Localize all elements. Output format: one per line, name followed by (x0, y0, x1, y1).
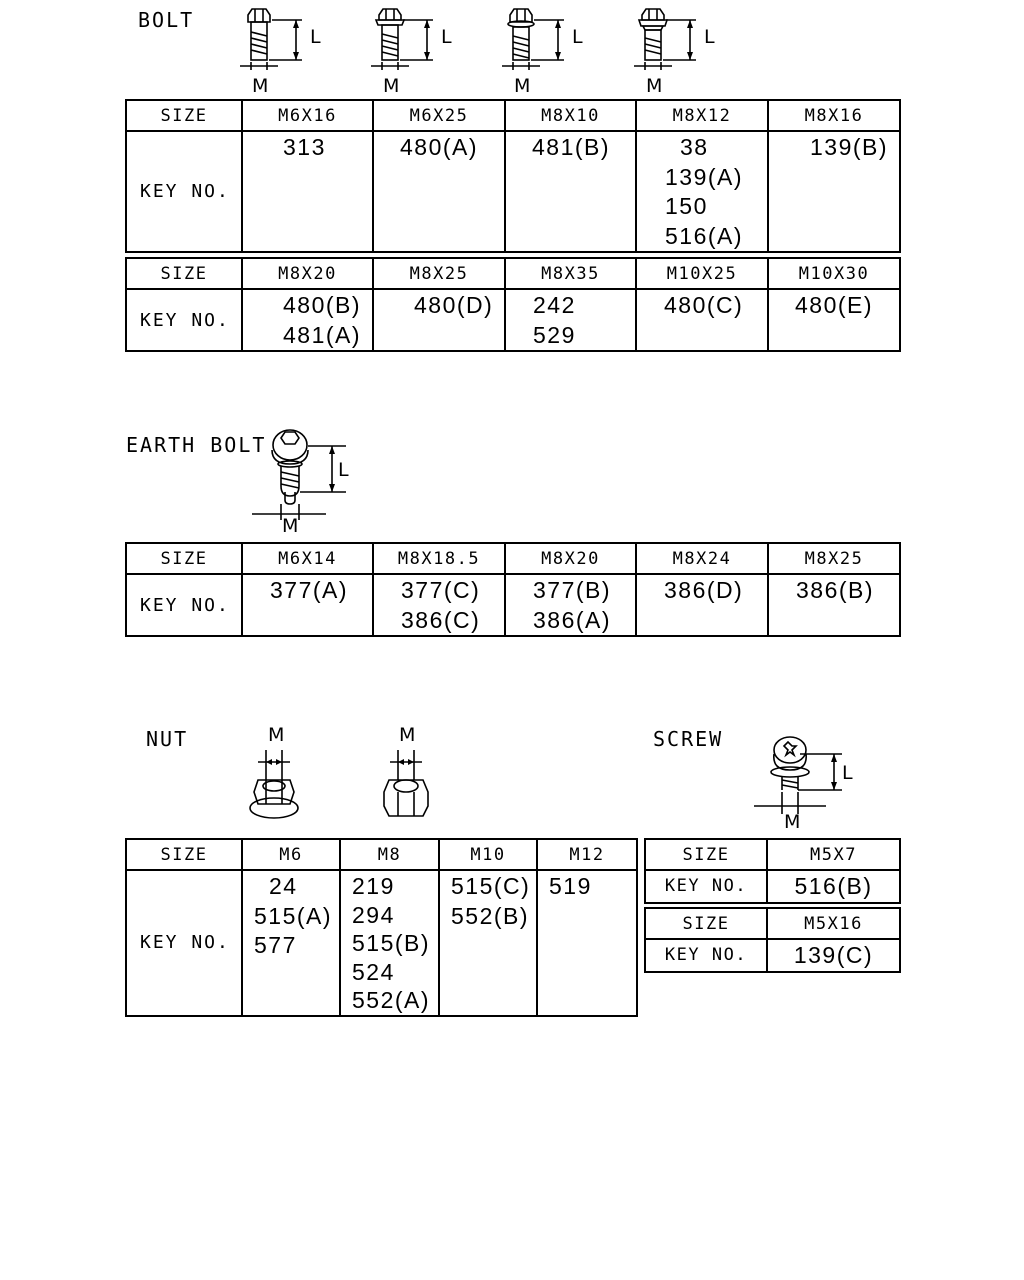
bolt-washer-icon (367, 6, 467, 98)
size-cell: M8X24 (636, 543, 768, 574)
screw-size-table-2 (644, 907, 901, 973)
screw-dim-m: M (784, 811, 803, 833)
key-number: 386(D) (664, 577, 744, 603)
size-cell: M8X35 (505, 258, 636, 289)
screw-size-table-1 (644, 838, 901, 904)
size-cell: M8X12 (636, 100, 768, 131)
key-number: 480(C) (664, 292, 744, 318)
key-number: 377(B) (533, 577, 612, 603)
key-no-header: KEY NO. (126, 574, 242, 636)
key-no-header: KEY NO. (645, 939, 767, 972)
bolt-title: BOLT (138, 8, 195, 32)
key-no-header: KEY NO. (645, 870, 767, 903)
nut-dim-m: M (399, 724, 418, 746)
size-cell: M6X14 (242, 543, 373, 574)
bolt-dim-m: M (252, 75, 271, 97)
key-number: 24 (269, 873, 298, 899)
table-header-row (126, 258, 900, 289)
key-cell (636, 574, 768, 636)
key-number: 219 (352, 873, 395, 899)
table-row (126, 131, 900, 252)
size-cell: M10X25 (636, 258, 768, 289)
size-cell: M5X16 (767, 908, 900, 939)
table-row (645, 870, 900, 903)
key-number: 38 (680, 134, 709, 160)
table-header-row (645, 908, 900, 939)
key-cell (373, 574, 505, 636)
size-cell: M12 (537, 839, 637, 870)
key-no-header: KEY NO. (126, 131, 242, 252)
key-number: 577 (254, 932, 297, 958)
key-cell (768, 574, 900, 636)
key-number: 515(A) (254, 902, 333, 929)
key-cell (340, 870, 439, 1016)
key-cell (242, 870, 340, 1016)
key-number: 516(A) (665, 222, 744, 249)
key-number: 377(A) (270, 577, 349, 603)
earth-bolt-dim-m: M (282, 515, 301, 537)
key-cell (768, 289, 900, 351)
size-cell: M8X25 (373, 258, 505, 289)
key-number: 515(B) (352, 930, 431, 956)
key-cell (373, 131, 505, 252)
table-header-row (126, 543, 900, 574)
screw-dim-l: L (842, 762, 855, 784)
nut-size-table (125, 838, 638, 1017)
key-number: 481(A) (283, 321, 362, 348)
size-cell: M8X25 (768, 543, 900, 574)
table-row (126, 289, 900, 351)
size-header: SIZE (645, 908, 767, 939)
earth-bolt-size-table (125, 542, 901, 637)
key-number: 481(B) (532, 134, 611, 160)
size-cell: M6 (242, 839, 340, 870)
size-cell: M10X30 (768, 258, 900, 289)
key-number: 386(A) (533, 606, 612, 633)
table-header-row (126, 839, 637, 870)
size-cell: M5X7 (767, 839, 900, 870)
bolt-dim-l: L (441, 26, 454, 48)
bolt-hex-icon (236, 6, 336, 98)
size-cell: M6X25 (373, 100, 505, 131)
earth-bolt-title: EARTH BOLT (126, 433, 267, 457)
key-number: 386(C) (401, 606, 481, 633)
key-cell (242, 289, 373, 351)
size-cell: M8X20 (242, 258, 373, 289)
key-cell (242, 131, 373, 252)
key-number: 139(C) (767, 939, 900, 972)
size-header: SIZE (645, 839, 767, 870)
size-cell: M10 (439, 839, 537, 870)
key-number: 480(E) (795, 292, 874, 318)
key-number: 524 (352, 958, 395, 985)
nut-dim-m: M (268, 724, 287, 746)
bolt-dim-l: L (572, 26, 585, 48)
bolt-size-table-2 (125, 257, 901, 352)
key-cell (505, 131, 636, 252)
key-number: 377(C) (401, 577, 481, 603)
key-number: 150 (665, 193, 708, 219)
size-header: SIZE (126, 839, 242, 870)
table-header-row (126, 100, 900, 131)
key-number: 529 (533, 321, 576, 348)
size-header: SIZE (126, 100, 242, 131)
key-number: 294 (352, 901, 395, 928)
flange-nut-icon (244, 740, 306, 822)
key-cell (505, 289, 636, 351)
bolt-collar-icon (630, 6, 730, 98)
size-header: SIZE (126, 258, 242, 289)
size-cell: M8 (340, 839, 439, 870)
bolt-flange-icon (498, 6, 598, 98)
bolt-size-table-1 (125, 99, 901, 253)
key-number: 242 (533, 292, 576, 318)
key-number: 480(A) (400, 134, 479, 160)
bolt-dim-m: M (383, 75, 402, 97)
key-no-header: KEY NO. (126, 870, 242, 1016)
table-header-row (645, 839, 900, 870)
bolt-dim-l: L (704, 26, 717, 48)
earth-bolt-dim-l: L (338, 459, 351, 481)
key-number: 552(B) (451, 902, 530, 929)
bolt-dim-l: L (310, 26, 323, 48)
key-number: 516(B) (767, 870, 900, 903)
screw-title: SCREW (653, 727, 724, 751)
key-cell (768, 131, 900, 252)
key-number: 139(B) (810, 134, 889, 160)
key-cell (537, 870, 637, 1016)
key-number: 386(B) (796, 577, 875, 603)
key-number: 313 (283, 134, 326, 160)
key-number: 480(B) (283, 292, 362, 318)
key-number: 480(D) (414, 292, 494, 318)
size-header: SIZE (126, 543, 242, 574)
key-number: 552(A) (352, 987, 431, 1013)
key-number: 139(A) (665, 163, 744, 190)
key-cell (505, 574, 636, 636)
key-cell (636, 289, 768, 351)
key-cell (636, 131, 768, 252)
size-cell: M8X10 (505, 100, 636, 131)
key-cell (242, 574, 373, 636)
table-row (126, 574, 900, 636)
size-cell: M8X18.5 (373, 543, 505, 574)
key-number: 519 (549, 873, 592, 899)
hex-nut-icon (376, 740, 438, 822)
key-cell (373, 289, 505, 351)
bolt-dim-m: M (646, 75, 665, 97)
size-cell: M8X20 (505, 543, 636, 574)
table-row (126, 870, 637, 1016)
nut-title: NUT (146, 727, 189, 751)
key-number: 515(C) (451, 873, 531, 899)
key-cell (439, 870, 537, 1016)
size-cell: M6X16 (242, 100, 373, 131)
size-cell: M8X16 (768, 100, 900, 131)
bolt-dim-m: M (514, 75, 533, 97)
table-row (645, 939, 900, 972)
key-no-header: KEY NO. (126, 289, 242, 351)
